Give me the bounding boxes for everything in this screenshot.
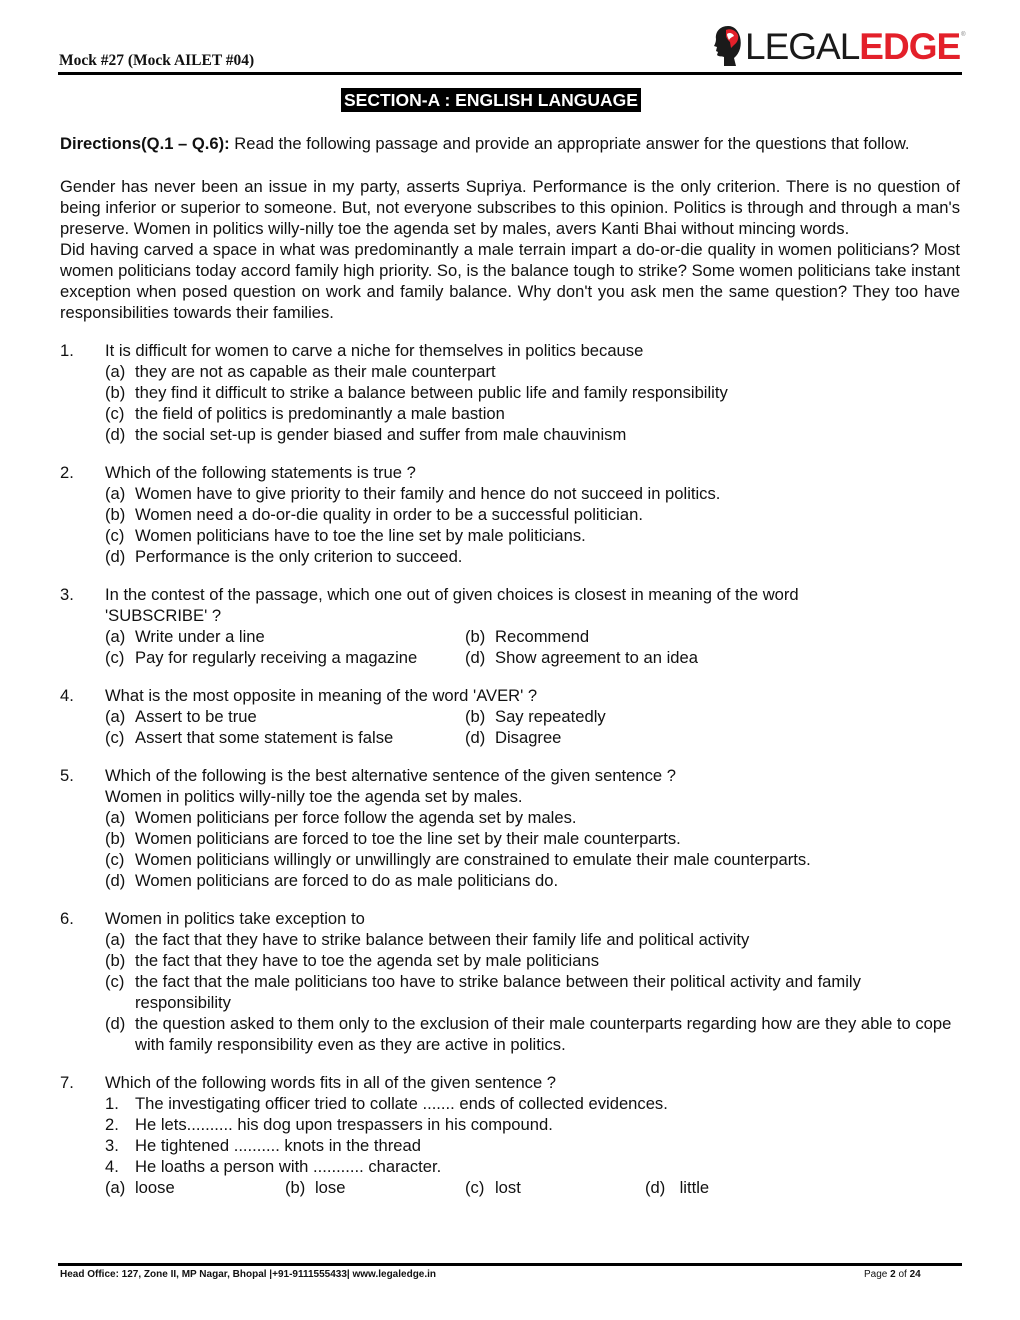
option-label: (b) — [105, 951, 126, 970]
page-prefix: Page — [864, 1269, 891, 1280]
question-4 — [60, 685, 960, 748]
option-text: the fact that the male politicians too have to strike balance between their political activity and family responsibility — [135, 972, 861, 1012]
option-d[interactable] — [645, 1177, 825, 1198]
option-c[interactable] — [105, 849, 960, 870]
option-c[interactable] — [465, 1177, 645, 1198]
option-b[interactable] — [105, 382, 960, 403]
question-text: Women in politics take exception to — [105, 909, 365, 928]
option-a[interactable] — [105, 929, 960, 950]
option-label: (c) — [105, 648, 125, 667]
sentence-4 — [105, 1156, 960, 1177]
option-label: (d) — [105, 1014, 126, 1033]
option-label: (d) — [465, 648, 486, 667]
option-label: (a) — [105, 707, 126, 726]
option-c[interactable] — [105, 971, 960, 1013]
page-number — [864, 1269, 921, 1280]
option-d[interactable] — [105, 424, 960, 445]
footer-divider — [58, 1263, 962, 1266]
sentence-3 — [105, 1135, 960, 1156]
sentence-1 — [105, 1093, 960, 1114]
option-label: (d) — [105, 547, 126, 566]
sentence-text: He loaths a person with ........... character. — [135, 1157, 442, 1176]
option-text: Assert that some statement is false — [135, 728, 394, 747]
option-text: Write under a line — [135, 627, 265, 646]
option-a[interactable] — [105, 361, 960, 382]
option-label: (a) — [105, 362, 126, 381]
option-label: (a) — [105, 930, 126, 949]
option-text: the fact that they have to toe the agenda set by male politicians — [135, 951, 600, 970]
directions-label: Directions(Q.1 – Q.6): — [60, 134, 230, 153]
option-text: Women politicians are forced to do as male politicians do. — [135, 871, 559, 890]
document-header-title: Mock #27 (Mock AILET #04) — [59, 52, 255, 69]
option-text: Women have to give priority to their family and hence do not succeed in politics. — [135, 484, 721, 503]
option-b[interactable] — [465, 626, 825, 647]
option-text: the question asked to them only to the exclusion of their male counterparts regarding how are they able to cope with family responsibility even as they are active in politics. — [135, 1014, 952, 1054]
option-text: Women need a do-or-die quality in order to be a successful politician. — [135, 505, 643, 524]
question-number: 6. — [60, 909, 74, 928]
option-d[interactable] — [465, 727, 825, 748]
question-number: 5. — [60, 766, 74, 785]
option-b[interactable] — [285, 1177, 465, 1198]
option-label: (b) — [105, 829, 126, 848]
question-1 — [60, 340, 960, 445]
question-text: Which of the following is the best alternative sentence of the given sentence ? — [105, 766, 676, 785]
option-text: Show agreement to an idea — [495, 648, 698, 667]
question-6 — [60, 908, 960, 1055]
option-a[interactable] — [105, 706, 465, 727]
question-text: In the contest of the passage, which one out of given choices is closest in meaning of the word 'SUBSCRIBE' ? — [105, 585, 799, 625]
option-c[interactable] — [105, 647, 465, 668]
option-c[interactable] — [105, 525, 960, 546]
option-a[interactable] — [105, 483, 960, 504]
option-text: the field of politics is predominantly a male bastion — [135, 404, 505, 423]
option-a[interactable] — [105, 1177, 285, 1198]
option-text: Women politicians are forced to toe the line set by their male counterparts. — [135, 829, 681, 848]
option-b[interactable] — [465, 706, 825, 727]
option-d[interactable] — [105, 546, 960, 567]
option-a[interactable] — [105, 626, 465, 647]
head-silhouette-icon — [714, 25, 742, 67]
option-label: (c) — [465, 1178, 485, 1197]
logo-text-edge: EDGE — [859, 25, 961, 67]
option-text: Performance is the only criterion to succeed. — [135, 547, 463, 566]
option-b[interactable] — [105, 950, 960, 971]
option-label: (d) — [105, 425, 126, 444]
sentence-text: He tightened .......... knots in the thread — [135, 1136, 421, 1155]
option-text: lose — [315, 1178, 346, 1197]
sentence-label: 1. — [105, 1094, 119, 1113]
option-label: (b) — [465, 707, 486, 726]
option-c[interactable] — [105, 727, 465, 748]
option-label: (a) — [105, 627, 126, 646]
question-5 — [60, 765, 960, 891]
option-b[interactable] — [105, 504, 960, 525]
option-label: (c) — [105, 728, 125, 747]
question-text: What is the most opposite in meaning of the word 'AVER' ? — [105, 686, 538, 705]
question-text: Which of the following statements is true ? — [105, 463, 416, 482]
given-sentence: Women in politics willy-nilly toe the agenda set by males. — [105, 787, 523, 806]
option-label: (c) — [105, 526, 125, 545]
logo-text-legal: LEGAL — [745, 25, 860, 67]
question-number: 7. — [60, 1073, 74, 1092]
option-text: Disagree — [495, 728, 562, 747]
option-label: (c) — [105, 972, 125, 991]
question-7 — [60, 1072, 960, 1198]
sentence-text: He lets.......... his dog upon trespassers in his compound. — [135, 1115, 553, 1134]
option-text: they are not as capable as their male counterpart — [135, 362, 496, 381]
option-label: (b) — [465, 627, 486, 646]
sentence-2 — [105, 1114, 960, 1135]
page-of: of — [895, 1269, 910, 1280]
option-label: (c) — [105, 404, 125, 423]
question-number: 1. — [60, 341, 74, 360]
option-text: Women politicians per force follow the agenda set by males. — [135, 808, 577, 827]
option-d[interactable] — [105, 1013, 960, 1055]
passage-paragraph-2: Did having carved a space in what was predominantly a male terrain impart a do-or-die quality in women politicians? Most women politicians today accord family high priority. So, is the balance tough to strike? Some women politicians take instant exception when posed question on work and family balance. Why don't you ask men the same question? They too have responsibilities towards their families. — [60, 240, 960, 322]
option-a[interactable] — [105, 807, 960, 828]
option-label: (c) — [105, 850, 125, 869]
legaledge-logo — [714, 24, 965, 68]
page-total: 24 — [909, 1269, 921, 1280]
option-d[interactable] — [105, 870, 960, 891]
sentence-label: 3. — [105, 1136, 119, 1155]
option-text: Women politicians have to toe the line set by male politicians. — [135, 526, 586, 545]
registered-mark: ® — [961, 31, 965, 38]
option-label: (a) — [105, 1178, 126, 1197]
header-divider — [58, 72, 962, 75]
option-text: Women politicians willingly or unwillingly are constrained to emulate their male counterparts. — [135, 850, 811, 869]
sentence-label: 2. — [105, 1115, 119, 1134]
option-text: they find it difficult to strike a balance between public life and family responsibility — [135, 383, 728, 402]
footer-address: Head Office: 127, Zone II, MP Nagar, Bhopal |+91-9111555433| www.legaledge.in — [60, 1269, 437, 1280]
question-3 — [60, 584, 960, 668]
option-d[interactable] — [465, 647, 825, 668]
option-label: (a) — [105, 808, 126, 827]
option-text: Pay for regularly receiving a magazine — [135, 648, 418, 667]
directions-text: Read the following passage and provide an appropriate answer for the questions that follow. — [229, 134, 910, 153]
option-label: (d) — [465, 728, 486, 747]
question-text: Which of the following words fits in all of the given sentence ? — [105, 1073, 557, 1092]
option-b[interactable] — [105, 828, 960, 849]
question-number: 3. — [60, 585, 74, 604]
question-text: It is difficult for women to carve a niche for themselves in politics because — [105, 341, 644, 360]
option-text: the fact that they have to strike balance between their family life and political activity — [135, 930, 750, 949]
directions — [60, 133, 960, 154]
option-c[interactable] — [105, 403, 960, 424]
passage-paragraph-1: Gender has never been an issue in my party, asserts Supriya. Performance is the only criterion. There is no question of being inferior or superior to someone. But, not everyone subscribes to this opinion. Politics is through and through a man's preserve. Women in politics willy-nilly toe the agenda set by males, avers Kanti Bhai without mincing words. — [60, 177, 960, 238]
option-text: the social set-up is gender biased and suffer from male chauvinism — [135, 425, 627, 444]
document-body — [60, 133, 960, 1198]
option-label: (b) — [105, 383, 126, 402]
question-number: 2. — [60, 463, 74, 482]
option-label: (b) — [105, 505, 126, 524]
sentence-label: 4. — [105, 1157, 119, 1176]
page-current: 2 — [890, 1269, 896, 1280]
question-number: 4. — [60, 686, 74, 705]
option-text: Recommend — [495, 627, 590, 646]
option-text: Say repeatedly — [495, 707, 606, 726]
option-label: (d) — [105, 871, 126, 890]
question-2 — [60, 462, 960, 567]
option-label: (a) — [105, 484, 126, 503]
option-text: little — [675, 1178, 710, 1197]
section-title: SECTION-A : ENGLISH LANGUAGE — [341, 88, 641, 112]
option-text: lost — [495, 1178, 521, 1197]
option-text: loose — [135, 1178, 175, 1197]
option-label: (d) — [645, 1178, 666, 1197]
sentence-text: The investigating officer tried to collate ....... ends of collected evidences. — [135, 1094, 668, 1113]
option-label: (b) — [285, 1178, 306, 1197]
option-text: Assert to be true — [135, 707, 257, 726]
